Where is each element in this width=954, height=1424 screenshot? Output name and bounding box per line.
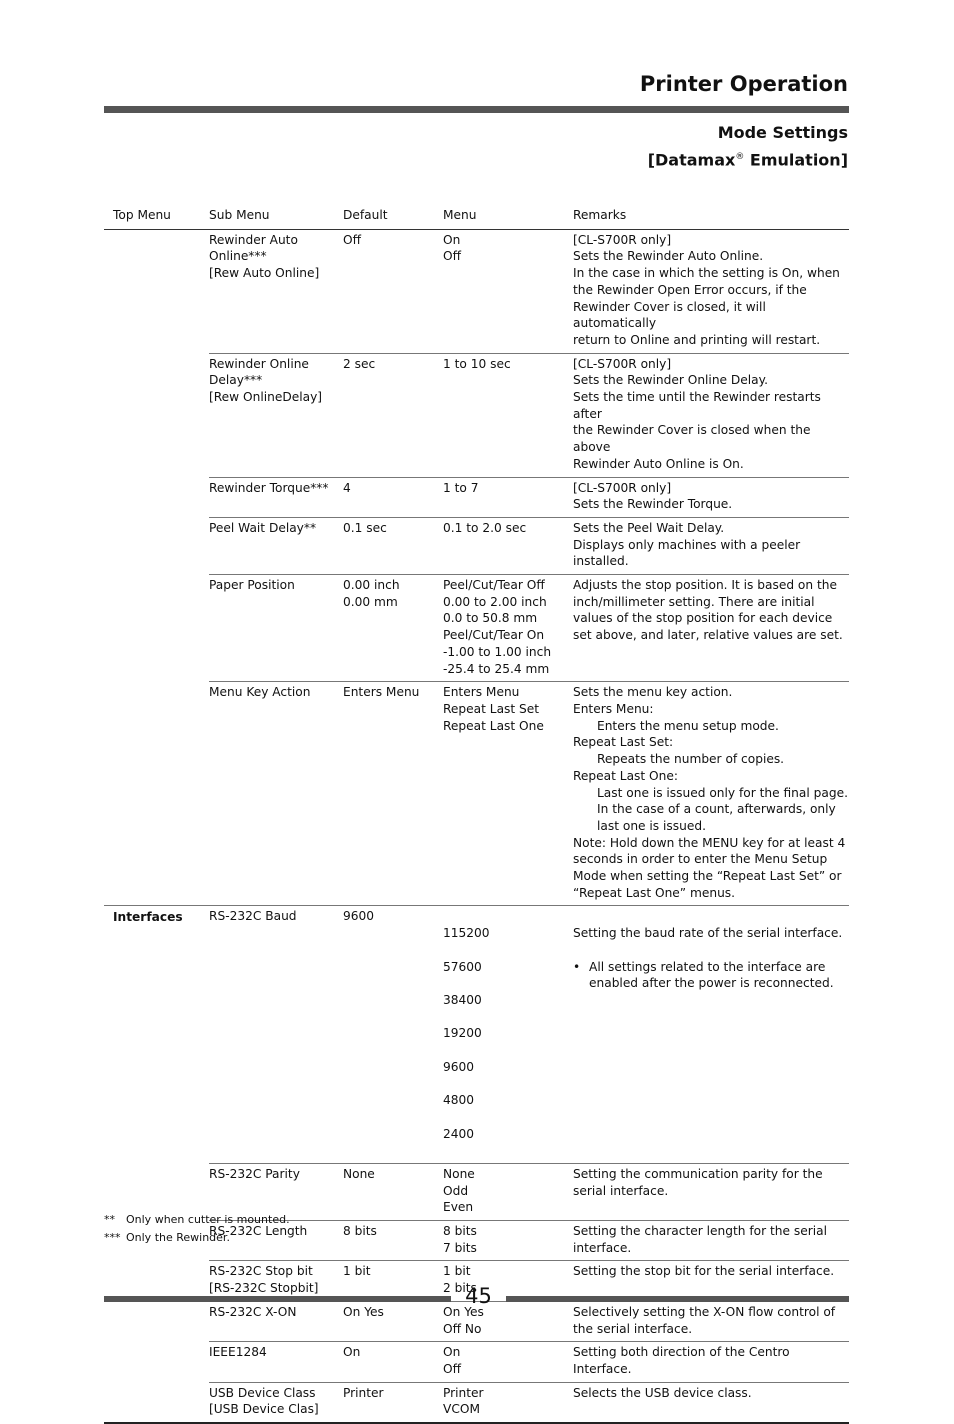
remarks-cell [573,1263,849,1296]
footnote-mark: ** [104,1213,115,1226]
table-header [104,207,849,230]
table-row [209,230,849,353]
sub-menu-cell [209,520,343,570]
menu-value: 57600 [443,959,482,974]
remarks-cell [573,520,849,570]
sub-menu-line: Peel Wait Delay** [209,520,317,535]
default-line: 0.1 sec [343,520,387,535]
page-number: 45 [465,1284,492,1308]
section-title-part: [Datamax [647,150,736,170]
menu-line: -25.4 to 25.4 mm [443,661,550,676]
default-line: 4 [343,480,351,495]
sub-menu-line: [Rew OnlineDelay] [209,390,323,405]
sub-menu-line: IEEE1284 [209,1345,267,1360]
col-header-sub-menu: Sub Menu [209,208,270,222]
sub-menu-line: Rewinder Auto [209,232,298,247]
remark-line: Note: Hold down the MENU key for at least 4 [573,835,846,850]
menu-line: None [443,1166,475,1181]
remark-line: Enters Menu: [573,701,654,716]
default-line: 1 bit [343,1264,371,1279]
footnote [104,1229,290,1247]
sub-menu-line: USB Device Class [209,1385,316,1400]
remarks-line: the serial interface. [573,1321,693,1336]
section-title [648,121,848,172]
menu-line: 0.1 to 2.0 sec [443,520,527,535]
sub-menu-cell [209,356,343,473]
remarks-line: the Rewinder Cover is closed when the above [573,423,811,455]
remarks-line: Interface. [573,1362,632,1376]
remarks-line: set above, and later, relative values are set. [573,628,843,643]
remarks-cell [573,1385,849,1418]
table-row [209,353,849,477]
top-menu-cell [104,230,209,906]
footer-rule-left [104,1296,451,1302]
menu-line: 7 bits [443,1240,477,1255]
remarks-cell [573,577,849,677]
table-row [209,1163,849,1220]
remarks-line: [CL-S700R only] [573,356,672,371]
menu-line: On [443,1345,461,1360]
menu-value: 19200 [443,1026,482,1041]
menu-line: Repeat Last Set [443,701,540,716]
default-cell [343,232,443,349]
remark-line: Enters the menu setup mode. [597,718,779,733]
menu-cell [443,1344,573,1377]
remark-line: Last one is issued only for the final page. [597,785,848,800]
col-header-menu: Menu [443,208,477,222]
menu-line: Odd [443,1183,469,1198]
sub-menu-line: Rewinder Online [209,356,309,371]
sub-menu-line: RS-232C Stop bit [209,1264,313,1279]
remarks-cell [573,684,849,901]
sub-menu-cell [209,577,343,677]
remark-line: last one is issued. [597,818,706,833]
remark-line: Mode when setting the “Repeat Last Set” or [573,869,842,884]
table-row [209,681,849,905]
default-line: On Yes [343,1304,384,1319]
top-menu-cell: Interfaces [113,910,183,925]
sub-menu-cell [209,232,343,349]
remarks-line: return to Online and printing will restart. [573,332,821,347]
remarks-line: Sets the Rewinder Torque. [573,497,733,512]
remarks-cell [573,1223,849,1256]
default-cell [343,356,443,473]
col-header-top-menu: Top Menu [113,208,171,222]
menu-value: 9600 [443,1059,475,1074]
menu-cell [443,1166,573,1216]
default-cell [343,1344,443,1377]
menu-cell [443,480,573,513]
footnote-text: Only the Rewinder. [126,1231,230,1244]
default-cell [343,1263,443,1296]
menu-line: 8 bits [443,1224,477,1239]
remarks-line: values of the stop position for each device [573,611,833,626]
remarks-line: [CL-S700R only] [573,232,672,247]
menu-line: Printer [443,1385,484,1400]
remarks-line: Setting the character length for the serial [573,1224,827,1239]
section-title-line1: Mode Settings [717,123,848,142]
remark-line: seconds in order to enter the Menu Setup [573,852,828,867]
menu-line: VCOM [443,1402,480,1417]
menu-line: Even [443,1200,474,1215]
remarks-line: Adjusts the stop position. It is based on the [573,578,837,593]
menu-line: Off [443,1362,461,1376]
menu-line: -1.00 to 1.00 inch [443,644,552,659]
page-header-title: Printer Operation [639,72,848,96]
menu-cell [443,1304,573,1337]
default-cell [343,1304,443,1337]
remarks-line: Selectively setting the X-ON flow control of [573,1304,836,1319]
sub-menu-line: RS-232C Parity [209,1166,300,1181]
remark-line: “Repeat Last One” menus. [573,885,736,900]
remarks-line: inch/millimeter setting. There are initial [573,594,815,609]
sub-menu-line: [Rew Auto Online] [209,266,320,281]
default-cell [343,1223,443,1256]
sub-menu-cell [209,1166,343,1216]
table-row [209,517,849,574]
remarks-line: In the case in which the setting is On, when [573,266,840,281]
sub-menu-cell [209,1263,343,1296]
remarks-line: Setting both direction of the Centro [573,1345,790,1360]
menu-line: Off [443,249,461,264]
footer-rule-right [506,1296,849,1302]
menu-cell [443,1385,573,1418]
sub-menu-cell [209,480,343,513]
registered-mark: ® [735,152,745,162]
default-line: Off [343,232,361,247]
default-cell: 9600 [343,909,375,924]
menu-cell [443,1223,573,1256]
menu-value: 115200 [443,926,490,941]
table-row [209,1382,849,1422]
menu-cell [443,232,573,349]
table-row [209,1341,849,1381]
footnote-mark: *** [104,1231,121,1244]
default-line: 0.00 inch [343,578,400,593]
col-header-default: Default [343,208,388,222]
sub-menu-line: [RS-232C Stopbit] [209,1281,319,1296]
sub-menu-cell: Menu Key Action [209,685,311,700]
menu-cell [443,520,573,570]
default-cell [343,1385,443,1418]
sub-menu-cell [209,1304,343,1337]
remarks-line: [CL-S700R only] [573,480,672,495]
sub-menu-line: RS-232C X-ON [209,1304,297,1319]
menu-line: On Yes [443,1304,484,1319]
remarks-line: interface. [573,1240,632,1255]
remark-bullet-item [573,959,849,992]
remarks-line: Sets the Rewinder Online Delay. [573,373,768,388]
remarks-line: the Rewinder Open Error occurs, if the [573,282,807,297]
sub-menu-cell [209,1344,343,1377]
section-title-part: Emulation] [744,150,848,170]
menu-line: Repeat Last One [443,718,544,733]
default-line: None [343,1166,375,1181]
remarks-cell [573,480,849,513]
table-row [209,477,849,517]
remarks-cell [573,1166,849,1216]
remark-line: Sets the menu key action. [573,685,733,700]
sub-menu-line: Rewinder Torque*** [209,480,329,495]
menu-line: 1 bit [443,1264,471,1279]
sub-menu-line: RS-232C Length [209,1224,308,1239]
remark-line: Setting the baud rate of the serial interface. [573,926,843,941]
remark-line: All settings related to the interface are enabled after the power is reconnected. [589,959,834,991]
menu-cell [443,684,573,901]
default-cell [343,480,443,513]
remarks-line: Rewinder Auto Online is On. [573,456,744,471]
remarks-line: Setting the stop bit for the serial interface. [573,1264,835,1279]
remarks-line: Sets the Rewinder Auto Online. [573,249,764,264]
menu-line: 0.0 to 50.8 mm [443,611,538,626]
default-line: 0.00 mm [343,594,398,609]
group-rows [209,230,849,906]
group-rows [209,906,849,1422]
menu-line: Peel/Cut/Tear On [443,628,545,643]
remarks-line: Sets the Peel Wait Delay. [573,520,725,535]
default-line: Printer [343,1385,384,1400]
remark-line: In the case of a count, afterwards, only [597,802,836,817]
menu-cell [443,577,573,677]
bullet-icon: • [573,959,581,974]
remarks-cell [573,232,849,349]
col-header-remarks: Remarks [573,208,627,222]
remarks-line: Setting the communication parity for the [573,1166,823,1181]
sub-menu-cell: RS-232C Baud [209,909,297,924]
default-cell [343,577,443,677]
menu-line: 1 to 10 sec [443,356,511,371]
remarks-cell [573,908,849,1159]
remark-line: Repeat Last Set: [573,735,674,750]
remarks-line: Selects the USB device class. [573,1385,752,1400]
menu-value: 4800 [443,1093,475,1108]
sub-menu-line: Delay*** [209,373,263,388]
footnote [104,1211,290,1229]
sub-menu-line: Online*** [209,249,267,264]
sub-menu-line: Paper Position [209,578,295,593]
table-row [209,906,849,1163]
menu-line: 0.00 to 2.00 inch [443,594,547,609]
remarks-line: Rewinder Cover is closed, it will automatically [573,299,766,331]
sub-menu-cell [209,1385,343,1418]
table-row [209,1220,849,1260]
remarks-line: Displays only machines with a peeler [573,537,801,552]
remarks-line: installed. [573,554,629,569]
default-cell [343,1166,443,1216]
remark-line: Repeat Last One: [573,768,678,783]
table-row [209,574,849,681]
menu-value: 38400 [443,992,482,1007]
menu-cell [443,356,573,473]
table-group-printer [104,230,849,906]
menu-cell [443,908,573,1159]
remarks-line: Sets the time until the Rewinder restarts after [573,390,821,421]
menu-line: 1 to 7 [443,480,479,495]
footnote-text: Only when cutter is mounted. [126,1213,290,1226]
remarks-cell [573,356,849,473]
section-title-line2 [648,145,848,172]
table-group-interfaces [104,905,849,1422]
default-line: On [343,1345,361,1360]
menu-line: Peel/Cut/Tear Off [443,578,545,593]
default-line: 8 bits [343,1224,377,1239]
menu-line: Off No [443,1321,482,1336]
header-rule [104,106,849,113]
menu-line: Enters Menu [443,685,520,700]
footnotes [104,1211,290,1247]
menu-value: 2400 [443,1126,475,1141]
default-cell [343,520,443,570]
sub-menu-line: [USB Device Clas] [209,1402,319,1417]
default-line: 2 sec [343,356,376,371]
remarks-line: serial interface. [573,1183,669,1198]
table-row [209,1260,849,1300]
remarks-cell [573,1304,849,1337]
default-cell: Enters Menu [343,685,420,700]
menu-line: 2 bits [443,1281,477,1296]
remarks-cell [573,1344,849,1377]
table-row [209,1301,849,1341]
menu-line: On [443,232,461,247]
remark-line: Repeats the number of copies. [597,752,785,767]
